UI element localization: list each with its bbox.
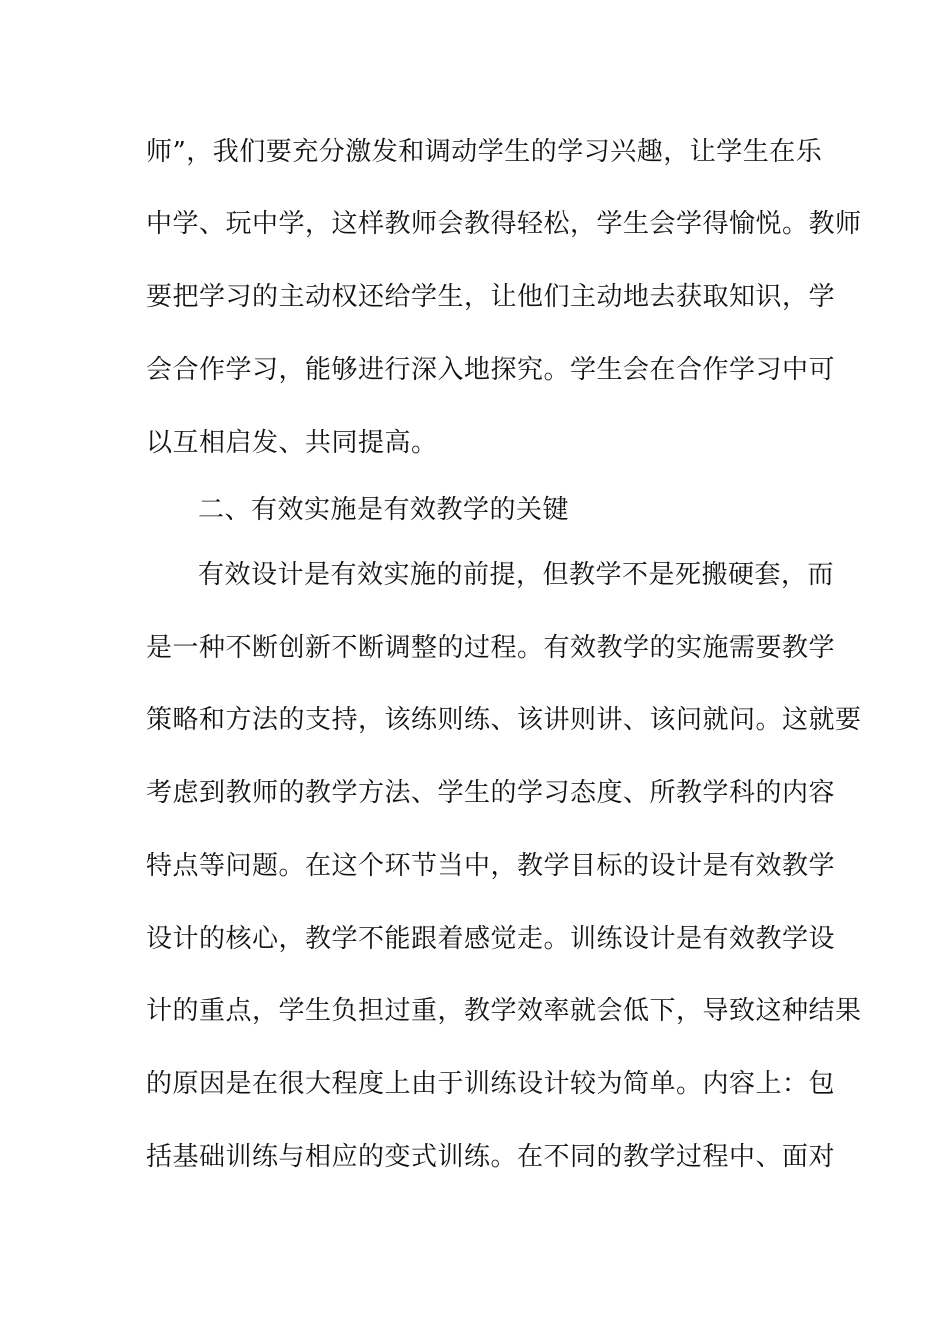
paragraph-line: 中学、玩中学，这样教师会教得轻松，学生会学得愉悦。教师	[146, 209, 862, 239]
paragraph-line: 要把学习的主动权还给学生，让他们主动地去获取知识，学	[146, 282, 836, 312]
paragraph-line: 的原因是在很大程度上由于训练设计较为简单。内容上：包	[146, 1069, 836, 1099]
paragraph-line: 以互相启发、共同提高。	[146, 428, 438, 458]
paragraph-line: 考虑到教师的教学方法、学生的学习态度、所教学科的内容	[146, 778, 836, 808]
paragraph-line: 师”，我们要充分激发和调动学生的学习兴趣，让学生在乐	[146, 137, 823, 167]
paragraph-line: 是一种不断创新不断调整的过程。有效教学的实施需要教学	[146, 633, 836, 663]
section-heading: 二、有效实施是有效教学的关键	[198, 495, 570, 525]
paragraph-line: 计的重点，学生负担过重，教学效率就会低下，导致这种结果	[146, 996, 862, 1026]
paragraph-line: 策略和方法的支持，该练则练、该讲则讲、该问就问。这就要	[146, 705, 862, 735]
paragraph-line: 特点等问题。在这个环节当中，教学目标的设计是有效教学	[146, 851, 836, 881]
paragraph-line: 会合作学习，能够进行深入地探究。学生会在合作学习中可	[146, 355, 836, 385]
paragraph-line: 有效设计是有效实施的前提，但教学不是死搬硬套，而	[198, 560, 835, 590]
paragraph-line: 括基础训练与相应的变式训练。在不同的教学过程中、面对	[146, 1142, 836, 1172]
paragraph-line: 设计的核心，教学不能跟着感觉走。训练设计是有效教学设	[146, 924, 836, 954]
